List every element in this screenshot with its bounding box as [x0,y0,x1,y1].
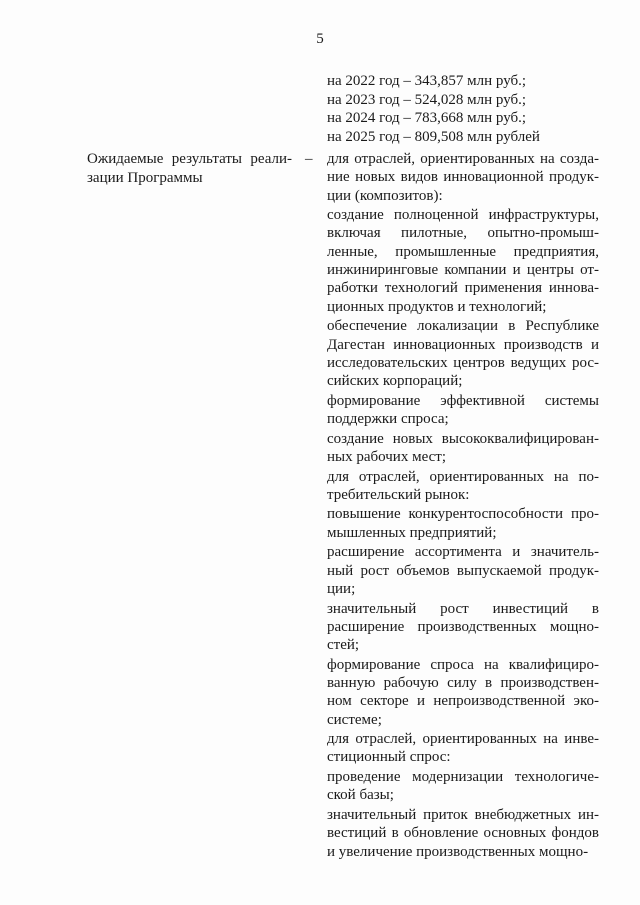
result-item: формирование эффективной системы поддержки спроса; [327,392,599,428]
result-item: проведение модернизации технологической базы; [327,769,599,804]
result-item: повышение конкурентоспособности промышленных предприятий; [327,506,599,541]
result-item: для отраслей, ориентированных на инвестиционный спрос: [327,731,599,766]
result-item: формирование спроса на квалифицированную рабочую силу в производственном секторе и непроизводственной экосистеме; [327,656,599,728]
result-item: создание полноценной инфраструктуры, включая пилотные, опытно-промышленные, промышленные предприятия, инжиниринговые компании и центры отработки технологий применения инновационных продуктов и технологий; [327,207,599,315]
expected-results-list [327,150,599,862]
result-item: обеспечение локализации в Республике Дагестан инновационных производств и исследовательских центров ведущих российских корпораций; [327,318,599,390]
result-item: расширение ассортимента и значительный рост объемов выпускаемой продукции; [327,544,599,597]
funding-list [327,72,607,146]
funding-line: на 2023 год – 524,028 млн руб.; [327,91,527,108]
label-dash: – [305,151,313,167]
funding-line: на 2024 год – 783,668 млн руб.; [327,110,527,126]
result-item: значительный приток внебюджетных инвестиций в обновление основных фондов и увеличение производственных мощно- [327,806,599,860]
result-item: создание новых высококвалифицированных рабочих мест; [327,430,599,465]
result-item: значительный рост инвестиций в расширение производственных мощностей; [327,600,599,654]
section-label-line-2: зации Программы [87,169,203,186]
funding-line: на 2022 год – 343,857 млн руб.; [327,73,527,89]
label-word: реали- [250,151,292,167]
funding-line: на 2025 год – 809,508 млн рублей [327,128,540,145]
section-label [87,150,292,187]
result-item: для отраслей, ориентированных на потребительский рынок: [327,468,599,503]
section-label-line-1 [87,150,292,169]
page-number: 5 [316,31,324,47]
result-item: для отраслей, ориентированных на создание новых видов инновационной продукции (композитов): [327,151,599,204]
label-word: Ожидаемые [87,151,164,167]
label-word: результаты [171,151,242,167]
